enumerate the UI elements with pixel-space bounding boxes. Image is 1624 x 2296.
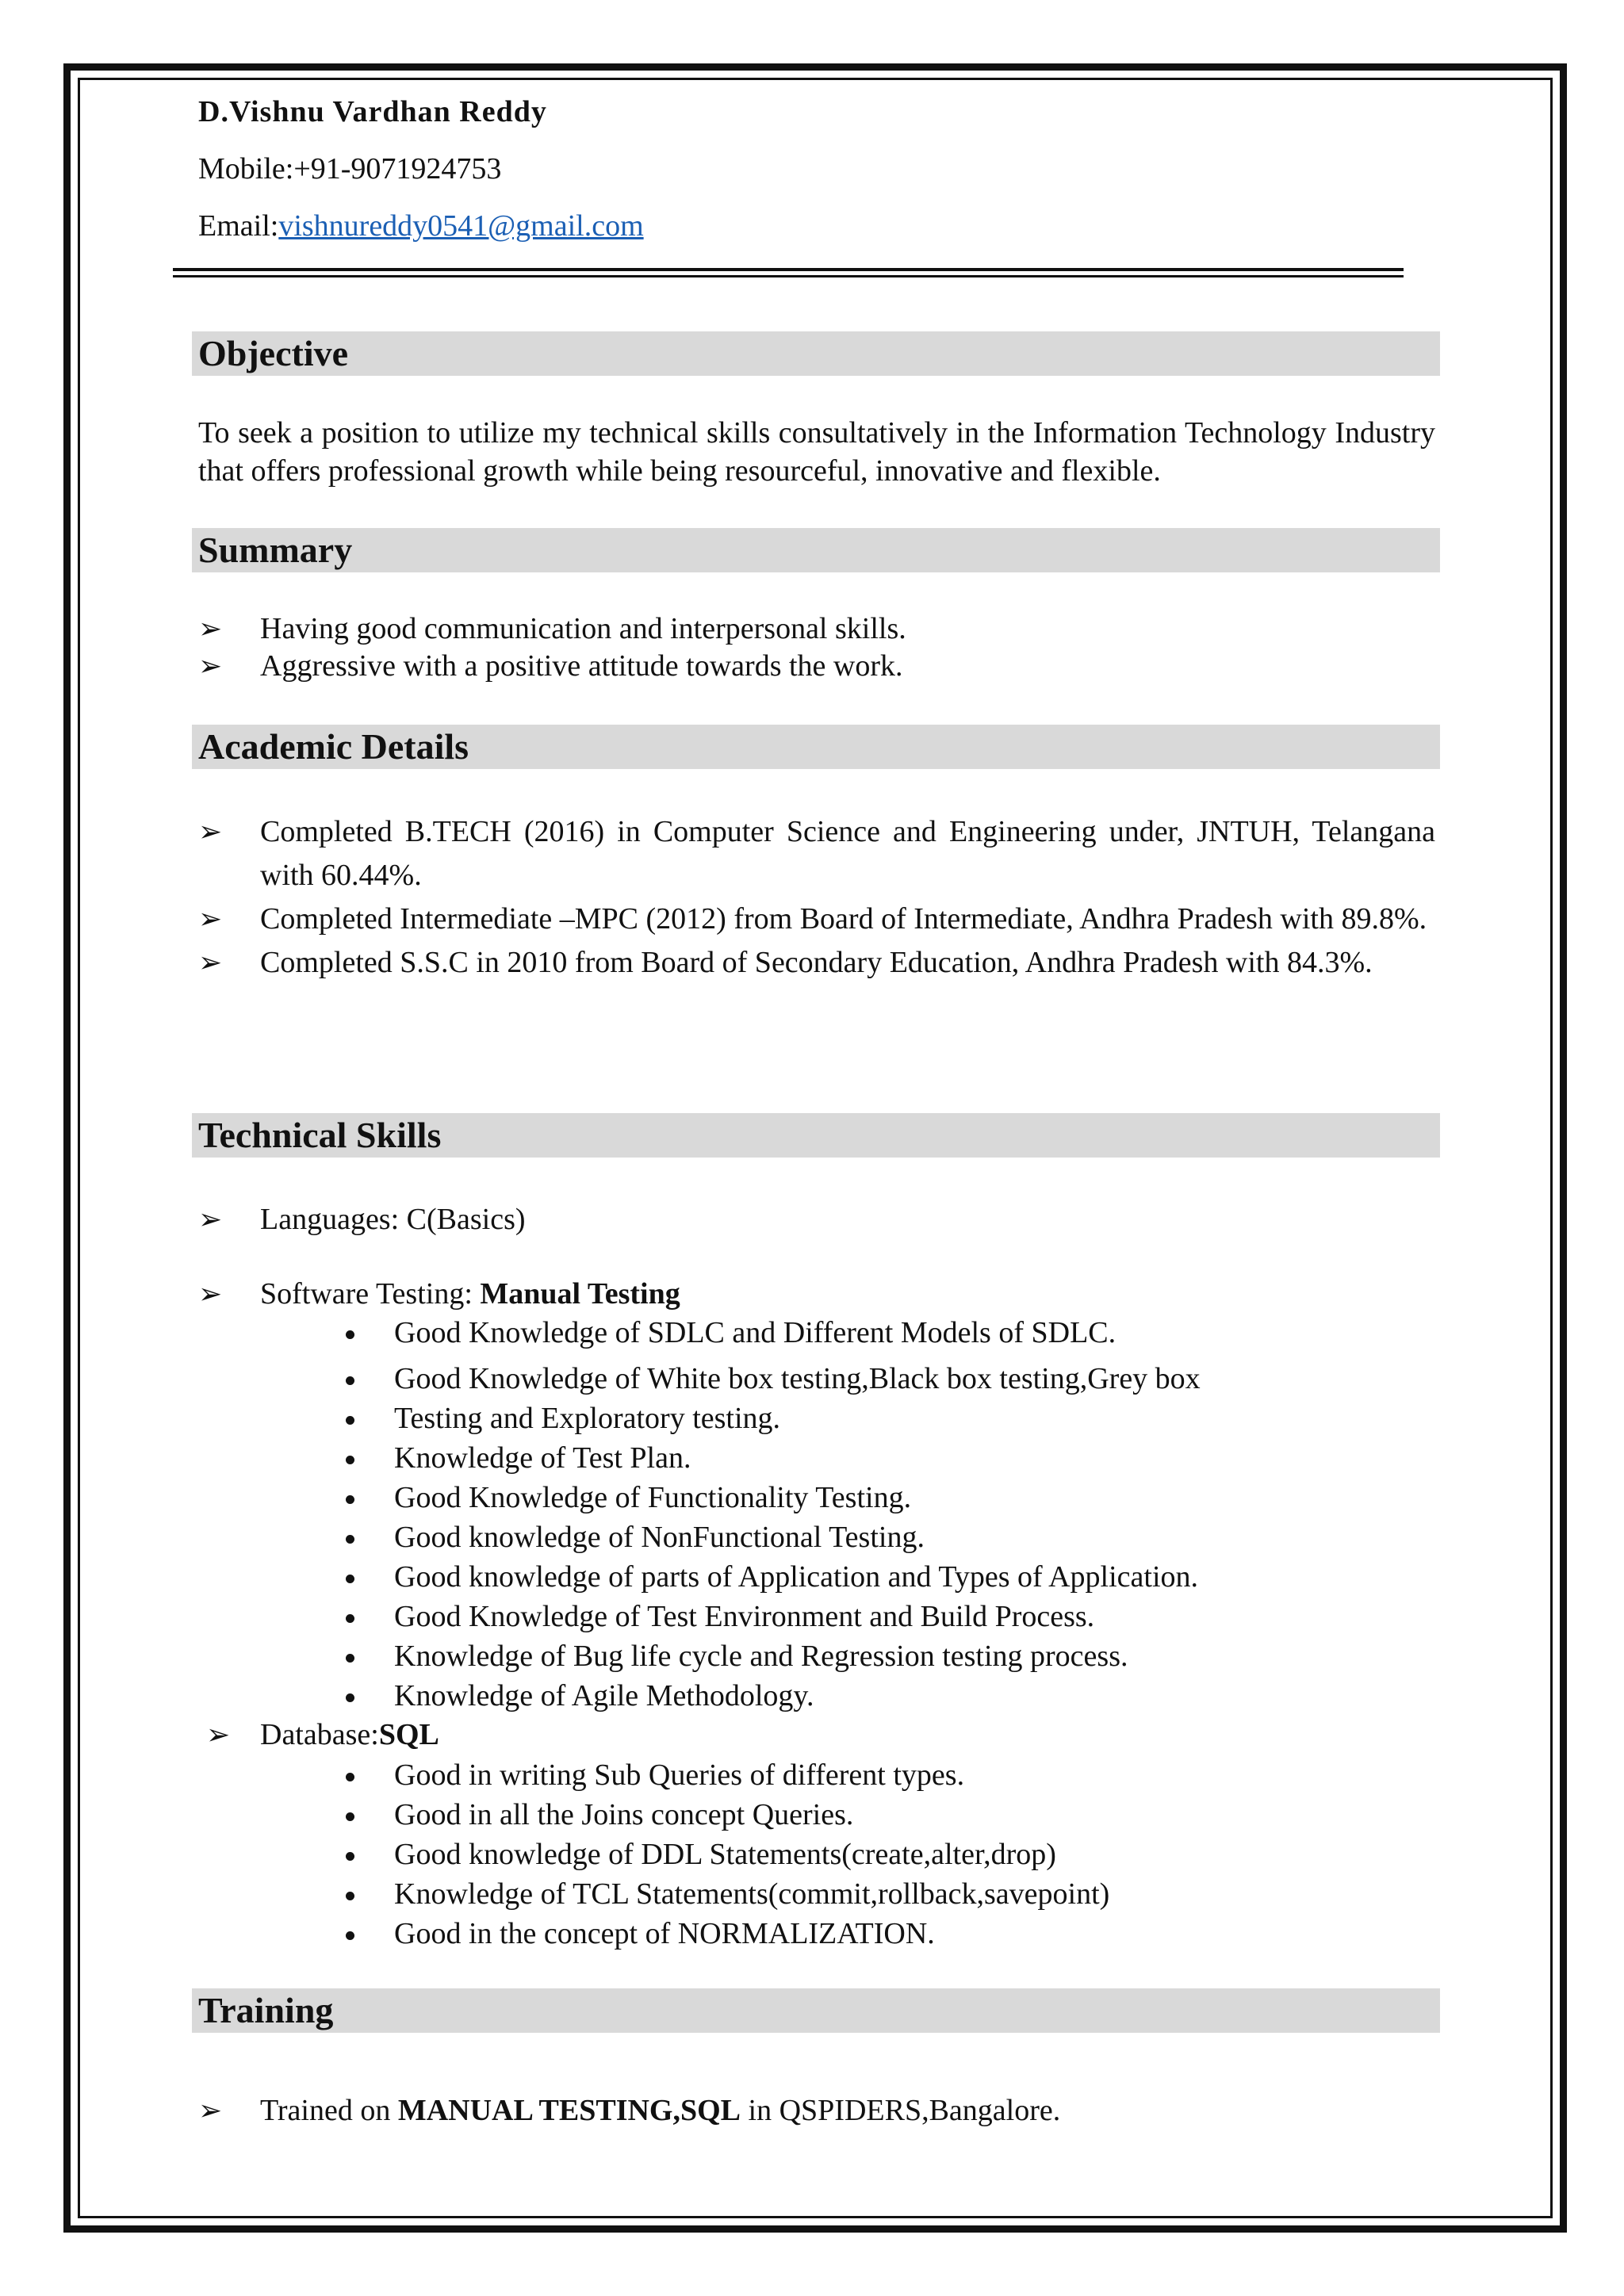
list-item: ➢ Aggressive with a positive attitude towards the work.: [198, 648, 1435, 685]
academic-list: [198, 810, 1435, 985]
arrow-bullet-icon: ➢: [206, 1719, 231, 1751]
objective-heading: Objective: [192, 331, 1440, 376]
bullet-icon: [346, 1535, 354, 1544]
arrow-bullet-icon: ➢: [198, 816, 223, 848]
bullet-icon: [346, 1575, 354, 1583]
objective-text: To seek a position to utilize my technical skills consultatively in the Information Technology Industry that offers professional growth while being resourceful, innovative and flexible.: [198, 416, 1435, 488]
arrow-bullet-icon: ➢: [198, 613, 223, 645]
list-item: Good knowledge of parts of Application and Types of Application.: [341, 1557, 1419, 1597]
summary-list: [198, 610, 1435, 685]
database-value: SQL: [378, 1718, 439, 1751]
mobile-line: [198, 140, 1435, 197]
header-divider-bottom: [173, 275, 1404, 277]
bullet-icon: [346, 1892, 354, 1900]
bullet-icon: [346, 1330, 354, 1339]
list-item: Knowledge of TCL Statements(commit,rollback,savepoint): [341, 1874, 1419, 1914]
software-testing-line: ➢ Software Testing: Manual Testing: [198, 1275, 680, 1314]
training-line: ➢ Trained on MANUAL TESTING,SQL in QSPIDERS,Bangalore.: [198, 2091, 1060, 2130]
bullet-icon: [346, 1416, 354, 1425]
email-line: [198, 197, 1435, 254]
list-item: Knowledge of Agile Methodology.: [341, 1676, 1419, 1716]
list-item: Good in all the Joins concept Queries.: [341, 1795, 1419, 1835]
list-item: ➢ Having good communication and interpersonal skills.: [198, 610, 1435, 648]
bullet-icon: [346, 1614, 354, 1623]
list-item: Good knowledge of NonFunctional Testing.: [341, 1517, 1419, 1557]
bullet-icon: [346, 1654, 354, 1663]
arrow-bullet-icon: ➢: [198, 2095, 223, 2127]
bullet-icon: [346, 1456, 354, 1464]
list-item: Good knowledge of DDL Statements(create,alter,drop): [341, 1835, 1419, 1874]
list-item: Knowledge of Bug life cycle and Regression testing process.: [341, 1636, 1419, 1676]
contact-header: [198, 83, 1435, 254]
summary-heading: Summary: [192, 528, 1440, 572]
arrow-bullet-icon: ➢: [198, 1203, 223, 1236]
list-item: ➢ Completed S.S.C in 2010 from Board of Secondary Education, Andhra Pradesh with 84.3%.: [198, 941, 1435, 985]
bullet-icon: [346, 1931, 354, 1940]
bullet-icon: [346, 1852, 354, 1861]
arrow-bullet-icon: ➢: [198, 947, 223, 979]
candidate-name: D.Vishnu Vardhan Reddy: [198, 95, 547, 128]
list-item: Good Knowledge of SDLC and Different Models of SDLC.: [341, 1313, 1419, 1353]
header-divider-top: [173, 268, 1404, 271]
database-skill-list: [341, 1755, 1419, 1954]
list-item: ➢ Completed B.TECH (2016) in Computer Science and Engineering under, JNTUH, Telangana with 60.44%.: [198, 810, 1435, 897]
list-item: Good Knowledge of White box testing,Black box testing,Grey box: [341, 1359, 1419, 1399]
arrow-bullet-icon: ➢: [198, 650, 223, 683]
list-item: Good in writing Sub Queries of different types.: [341, 1755, 1419, 1795]
list-item: Testing and Exploratory testing.: [341, 1399, 1419, 1438]
training-topics: MANUAL TESTING,SQL: [397, 2094, 741, 2127]
list-item: ➢ Completed Intermediate –MPC (2012) from Board of Intermediate, Andhra Pradesh with 89.8%.: [198, 897, 1435, 941]
software-testing-value: Manual Testing: [480, 1277, 680, 1311]
skills-heading: Technical Skills: [192, 1113, 1440, 1158]
bullet-icon: [346, 1376, 354, 1385]
bullet-icon: [346, 1773, 354, 1781]
academic-heading: Academic Details: [192, 725, 1440, 769]
list-item: Good Knowledge of Functionality Testing.: [341, 1478, 1419, 1517]
email-link[interactable]: vishnureddy0541@gmail.com: [278, 209, 644, 243]
arrow-bullet-icon: ➢: [198, 1278, 223, 1311]
list-item: Knowledge of Test Plan.: [341, 1438, 1419, 1478]
bullet-icon: [346, 1693, 354, 1702]
bullet-icon: [346, 1812, 354, 1821]
bullet-icon: [346, 1495, 354, 1504]
list-item: Good Knowledge of Test Environment and Build Process.: [341, 1597, 1419, 1636]
languages-line: ➢ Languages: C(Basics): [198, 1200, 526, 1239]
list-item: Good in the concept of NORMALIZATION.: [341, 1914, 1419, 1954]
mobile-number: +91-9071924753: [293, 152, 502, 186]
database-line: ➢ Database:SQL: [206, 1716, 439, 1755]
mobile-label: Mobile:: [198, 152, 294, 186]
training-heading: Training: [192, 1988, 1440, 2033]
testing-skill-list: [341, 1313, 1419, 1716]
arrow-bullet-icon: ➢: [198, 903, 223, 936]
email-label: Email:: [198, 209, 279, 243]
